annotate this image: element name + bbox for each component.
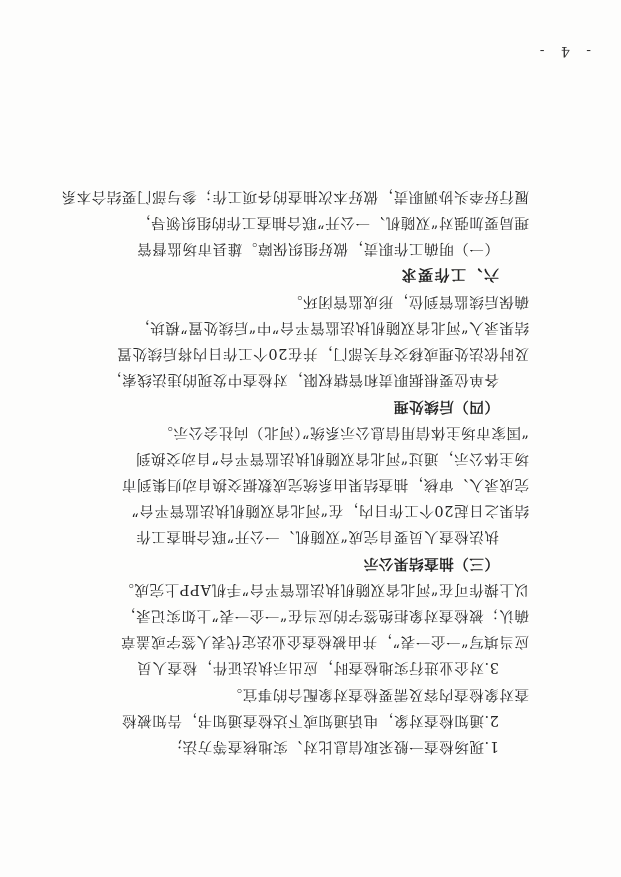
body-line: “国家市场主体信用信息公示系统”（河北）向社会公示。 [157,423,529,440]
body-line: 以上操作可在“河北省双随机执法监管平台”手机APP上完成。 [118,580,529,597]
section-heading: 六、工作要求 [399,265,499,284]
body-line: 理局要加强对“双随机、一公开”联合抽查工作的组织领导， [135,214,529,231]
body-line: 1.现场检查一般采取信息比对、实地核查等方法; [176,738,499,754]
body-line: 2.通知检查对象，电话通知或下达检查通知书，告知被检 [121,711,499,728]
body-line: 应当填写“一企一表”，并由被检查企业法定代表人签字或盖章 [120,633,529,650]
section-subheading: （四）后续处理 [393,397,499,415]
page-number: - 4 - [533,43,591,59]
body-line: 及时依法处理或移交有关部门，并在20个工作日内将后续处置 [116,345,529,362]
document-body [60,183,529,759]
body-line: 3.对企业进行实地检查时，应出示执法证件，检查人员 [136,659,499,676]
body-line: 履行好牵头协调职责，做好本次抽查的各项工作；参与部门要结合本系 [60,188,529,205]
body-line: （一）明确工作职责，做好组织保障。雄县市场监督管 [136,240,499,257]
section-subheading: （三）抽查结果公示 [363,554,499,572]
body-line: 各单位要根据职责和管辖权限，对检查中发现的违法线索， [106,371,499,388]
body-line: 结果之日起20个工作日内，在“河北省双随机执法监管平台” [130,502,529,519]
body-line: 结果录入“河北省双随机执法监管平台”中“后续处置”模块， [134,319,529,335]
body-line: 确保后续监管到位，形成监管闭环。 [287,292,529,309]
body-line: 场主体公示，通过“河北省双随机执法监管平台”自动交换到 [135,449,529,466]
body-line: 完成录入、审核，抽查结果由系统完成数据交换自动归集到市 [121,476,529,493]
body-line: 执法检查人员要自完成“双随机、一公开”联合抽查工作 [135,528,499,545]
body-line: 确认；被检查对象拒绝签字的应当在“一企一表”上如实记录， [120,607,529,624]
body-line: 查对象检查内容及需要检查对象配合的事宜。 [227,685,529,702]
